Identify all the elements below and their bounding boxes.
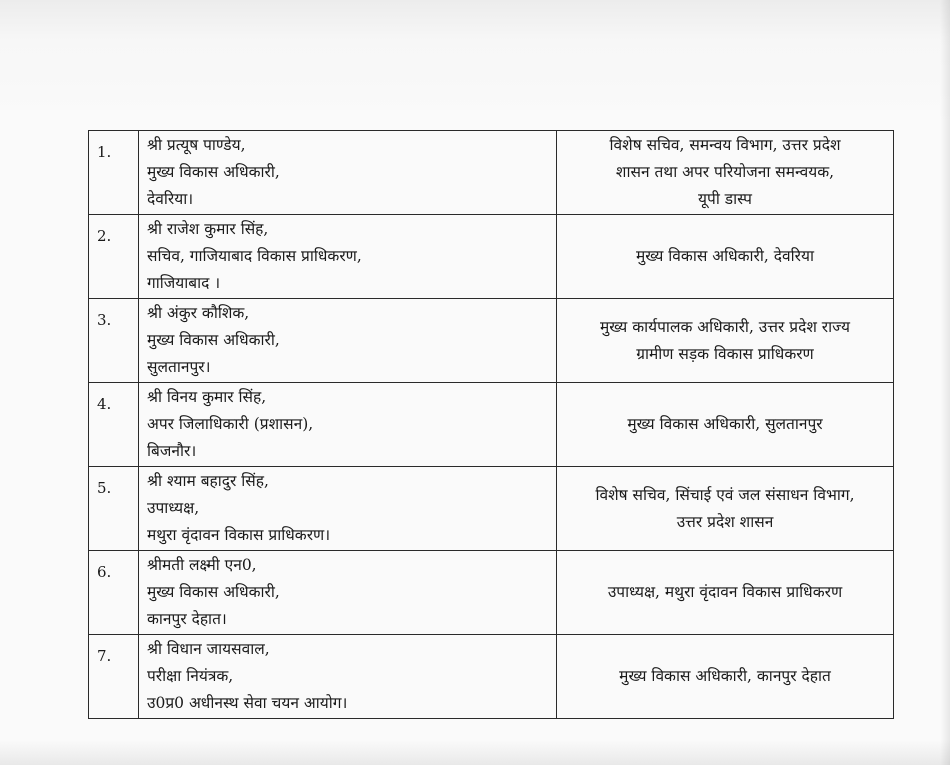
officer-current-place: उ0प्र0 अधीनस्थ सेवा चयन आयोग। <box>147 694 348 712</box>
officer-current-post: उपाध्यक्ष, <box>147 499 200 517</box>
officer-current-place: सुलतानपुर। <box>147 358 211 376</box>
transfer-table <box>88 130 894 719</box>
officer-current-post: सचिव, गाजियाबाद विकास प्राधिकरण, <box>147 247 362 265</box>
officer-name: श्रीमती लक्ष्मी एन0, <box>147 556 257 574</box>
officer-current-place: बिजनौर। <box>147 442 197 460</box>
new-posting-line: मुख्य विकास अधिकारी, कानपुर देहात <box>619 667 831 685</box>
new-posting-line: विशेष सचिव, समन्वय विभाग, उत्तर प्रदेश <box>609 136 841 154</box>
new-posting-line: मुख्य विकास अधिकारी, सुलतानपुर <box>627 415 823 433</box>
table-row <box>89 215 894 299</box>
officer-current-post: मुख्य विकास अधिकारी, <box>147 583 280 601</box>
officer-current-details <box>139 467 557 551</box>
new-posting-line: विशेष सचिव, सिंचाई एवं जल संसाधन विभाग, <box>595 485 855 504</box>
new-posting-line: यूपी डास्प <box>698 190 752 208</box>
table-row <box>89 551 894 635</box>
officer-name: श्री अंकुर कौशिक, <box>147 304 250 322</box>
officer-current-details <box>139 551 557 635</box>
table-row <box>89 383 894 467</box>
new-posting-line: उत्तर प्रदेश शासन <box>676 512 774 531</box>
serial-number: 6. <box>89 551 139 635</box>
serial-number: 5. <box>89 467 139 551</box>
serial-number: 2. <box>89 215 139 299</box>
table-row <box>89 635 894 719</box>
serial-number: 1. <box>89 131 139 215</box>
new-posting <box>557 551 894 635</box>
new-posting <box>557 299 894 383</box>
officer-current-post: परीक्षा नियंत्रक, <box>147 667 234 685</box>
new-posting-line: शासन तथा अपर परियोजना समन्वयक, <box>615 163 835 181</box>
officer-current-details <box>139 299 557 383</box>
serial-number: 4. <box>89 383 139 467</box>
new-posting <box>557 215 894 299</box>
officer-name: श्री विधान जायसवाल, <box>147 640 270 658</box>
officer-name: श्री राजेश कुमार सिंह, <box>147 220 269 238</box>
officer-name: श्री प्रत्यूष पाण्डेय, <box>147 136 246 154</box>
serial-number: 7. <box>89 635 139 719</box>
officer-current-place: कानपुर देहात। <box>147 610 227 628</box>
table-row <box>89 299 894 383</box>
new-posting-line: उपाध्यक्ष, मथुरा वृंदावन विकास प्राधिकरण <box>607 583 843 601</box>
officer-current-place: गाजियाबाद । <box>147 274 221 292</box>
new-posting-line: मुख्य कार्यपालक अधिकारी, उत्तर प्रदेश राज्य <box>599 317 851 336</box>
officer-current-details <box>139 383 557 467</box>
table-row <box>89 467 894 551</box>
new-posting <box>557 467 894 551</box>
officer-current-details <box>139 635 557 719</box>
officer-current-post: मुख्य विकास अधिकारी, <box>147 163 280 181</box>
officer-current-details <box>139 215 557 299</box>
officer-name: श्री श्याम बहादुर सिंह, <box>147 472 269 490</box>
officer-name: श्री विनय कुमार सिंह, <box>147 388 267 406</box>
new-posting <box>557 383 894 467</box>
page-edge-shadow <box>940 0 950 765</box>
new-posting-line: ग्रामीण सड़क विकास प्राधिकरण <box>636 344 814 363</box>
new-posting <box>557 131 894 215</box>
new-posting-line: मुख्य विकास अधिकारी, देवरिया <box>636 247 814 265</box>
officer-current-place: देवरिया। <box>147 190 194 208</box>
officer-current-post: मुख्य विकास अधिकारी, <box>147 331 280 349</box>
new-posting <box>557 635 894 719</box>
officer-current-details <box>139 131 557 215</box>
table-row <box>89 131 894 215</box>
officer-current-post: अपर जिलाधिकारी (प्रशासन), <box>147 415 314 433</box>
officer-current-place: मथुरा वृंदावन विकास प्राधिकरण। <box>147 526 331 544</box>
serial-number: 3. <box>89 299 139 383</box>
